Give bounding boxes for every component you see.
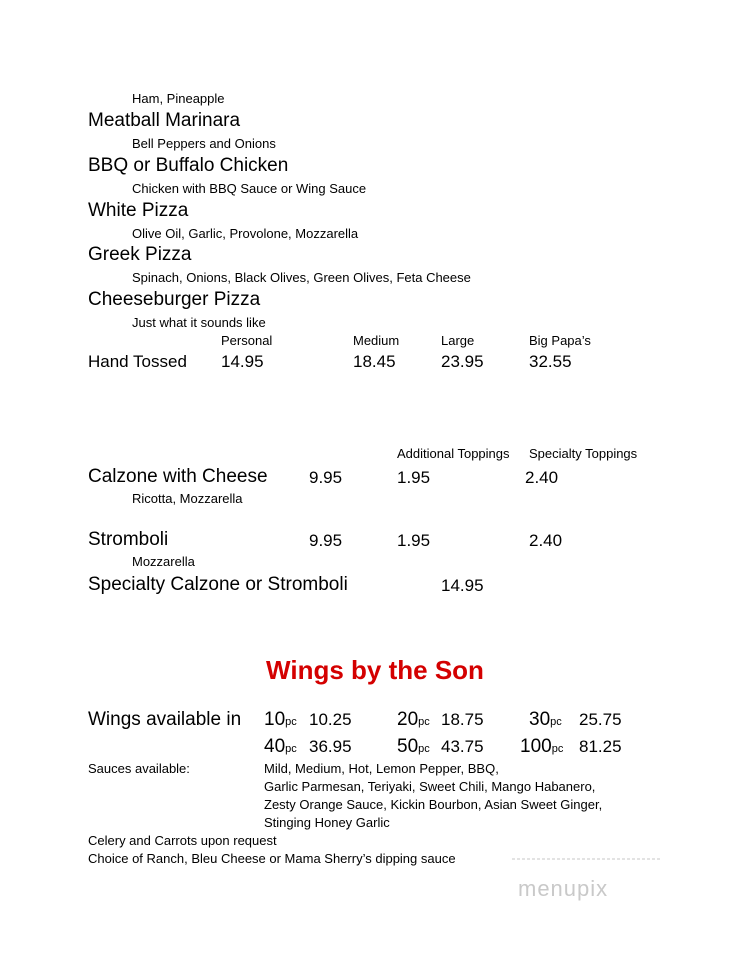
menu-item-description: Chicken with BBQ Sauce or Wing Sauce xyxy=(132,181,367,196)
sauces-line: Mild, Medium, Hot, Lemon Pepper, BBQ, xyxy=(264,761,499,776)
wing-count-100: 100pc xyxy=(520,736,564,757)
wings-section-heading: Wings by the Son xyxy=(266,655,484,685)
wing-count-10: 10pc xyxy=(264,709,297,730)
menupix-watermark: menupix xyxy=(518,876,609,901)
price-medium: 18.45 xyxy=(353,352,396,371)
size-header-large: Large xyxy=(441,333,475,348)
dipping-sauce-note: Choice of Ranch, Bleu Cheese or Mama Sherry’s dipping sauce xyxy=(88,851,456,866)
menu-item-description: Spinach, Onions, Black Olives, Green Olives, Feta Cheese xyxy=(132,270,471,285)
menu-item-description: Olive Oil, Garlic, Provolone, Mozzarella xyxy=(132,226,359,241)
header-specialty-toppings: Specialty Toppings xyxy=(529,446,638,461)
celery-carrots-note: Celery and Carrots upon request xyxy=(88,833,277,848)
menu-item-white-pizza: White Pizza xyxy=(88,200,189,221)
watermark-divider xyxy=(512,858,662,860)
hand-tossed-label: Hand Tossed xyxy=(88,352,187,371)
calzone-specialty-topping-price: 2.40 xyxy=(525,468,559,487)
sauces-label: Sauces available: xyxy=(88,761,190,776)
wing-price-40: 36.95 xyxy=(309,737,352,756)
calzone-description: Ricotta, Mozzarella xyxy=(132,491,243,506)
price-big-papas: 32.55 xyxy=(529,352,572,371)
wing-count-30: 30pc xyxy=(529,709,562,730)
size-header-personal: Personal xyxy=(221,333,273,348)
stromboli-name: Stromboli xyxy=(88,529,169,550)
wing-price-100: 81.25 xyxy=(579,737,622,756)
sauces-line: Garlic Parmesan, Teriyaki, Sweet Chili, Mango Habanero, xyxy=(264,779,596,794)
calzone-name: Calzone with Cheese xyxy=(88,466,268,487)
menu-item-description: Bell Peppers and Onions xyxy=(132,136,276,151)
sauces-line: Stinging Honey Garlic xyxy=(264,815,390,830)
calzone-additional-topping-price: 1.95 xyxy=(397,468,431,487)
stromboli-price: 9.95 xyxy=(309,531,343,550)
price-large: 23.95 xyxy=(441,352,484,371)
header-additional-toppings: Additional Toppings xyxy=(397,446,510,461)
stromboli-description: Mozzarella xyxy=(132,554,195,569)
menu-item-bbq-buffalo-chicken: BBQ or Buffalo Chicken xyxy=(88,155,289,176)
size-header-medium: Medium xyxy=(353,333,400,348)
wings-available-label: Wings available in xyxy=(88,709,242,730)
menu-item-description: Just what it sounds like xyxy=(132,315,266,330)
specialty-calzone-name: Specialty Calzone or Stromboli xyxy=(88,574,348,595)
wing-price-10: 10.25 xyxy=(309,710,352,729)
wing-count-40: 40pc xyxy=(264,736,297,757)
wing-price-20: 18.75 xyxy=(441,710,484,729)
wing-price-50: 43.75 xyxy=(441,737,484,756)
menu-item-cheeseburger-pizza: Cheeseburger Pizza xyxy=(88,289,261,310)
pizza-top-description: Ham, Pineapple xyxy=(132,91,225,106)
stromboli-specialty-topping-price: 2.40 xyxy=(529,531,563,550)
menu-item-greek-pizza: Greek Pizza xyxy=(88,244,192,265)
sauces-line: Zesty Orange Sauce, Kickin Bourbon, Asian Sweet Ginger, xyxy=(264,797,603,812)
size-header-big-papas: Big Papa’s xyxy=(529,333,591,348)
menu-item-meatball-marinara: Meatball Marinara xyxy=(88,110,241,131)
specialty-calzone-price: 14.95 xyxy=(441,576,484,595)
wing-price-30: 25.75 xyxy=(579,710,622,729)
stromboli-additional-topping-price: 1.95 xyxy=(397,531,431,550)
wing-count-20: 20pc xyxy=(397,709,430,730)
price-personal: 14.95 xyxy=(221,352,264,371)
calzone-price: 9.95 xyxy=(309,468,343,487)
wing-count-50: 50pc xyxy=(397,736,430,757)
